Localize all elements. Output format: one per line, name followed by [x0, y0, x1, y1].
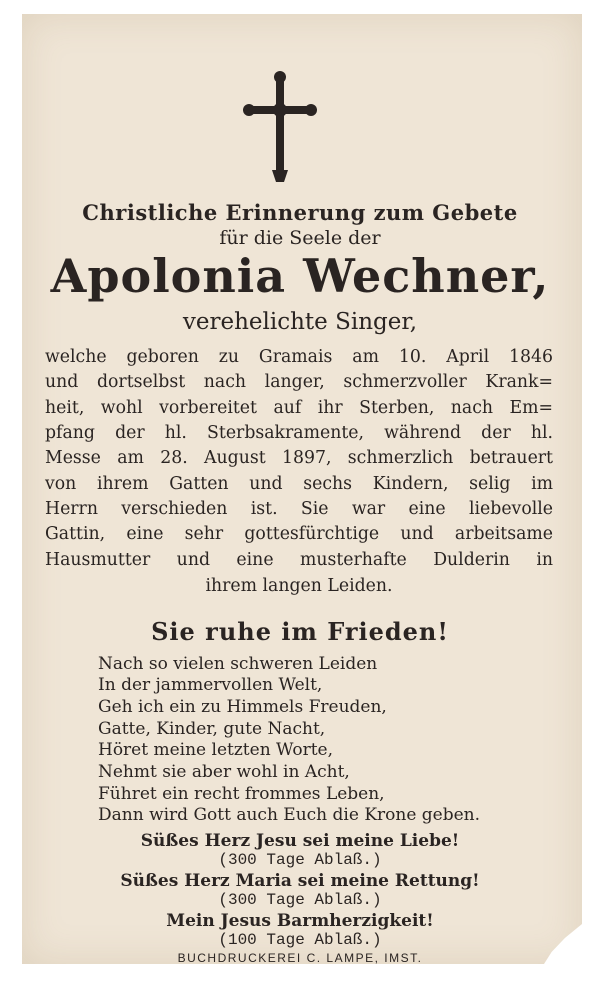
poem-line: Höret meine letzten Worte, — [98, 740, 334, 760]
indulgence-line: (300 Tage Ablaß.) — [218, 851, 382, 869]
body-line: pfang der hl. Sterbsakramente, während der hl. — [45, 423, 553, 443]
printer-imprint: BUCHDRUCKEREI C. LAMPE, IMST. — [177, 951, 423, 965]
motto: Sie ruhe im Frieden! — [151, 617, 449, 646]
poem-line: Gatte, Kinder, gute Nacht, — [98, 719, 326, 739]
married-name: verehelichte Singer, — [182, 309, 418, 335]
body-line: Gattin, eine sehr gottesfürchtige und arbeitsame — [45, 524, 553, 544]
body-line: ihrem langen Leiden. — [205, 576, 393, 596]
body-line: Herrn verschieden ist. Sie war eine liebevolle — [45, 499, 553, 519]
poem-line: Dann wird Gott auch Euch die Krone geben. — [98, 805, 481, 825]
body-line: Hausmutter und eine musterhafte Dulderin in — [45, 550, 553, 570]
cross-icon — [243, 70, 317, 185]
body-line: Messe am 28. August 1897, schmerzlich betrauert — [45, 448, 553, 468]
body-line: von ihrem Gatten und sechs Kindern, selig im — [45, 474, 553, 494]
poem-line: In der jammervollen Welt, — [98, 675, 323, 695]
deceased-name: Apolonia Wechner, — [50, 249, 550, 303]
poem-line: Nehmt sie aber wohl in Acht, — [98, 762, 350, 782]
indulgence-line: (300 Tage Ablaß.) — [218, 891, 382, 909]
poem-line: Führet ein recht frommes Leben, — [98, 784, 385, 804]
prayer-line: Mein Jesus Barmherzigkeit! — [166, 911, 434, 931]
prayer-line: Süßes Herz Jesu sei meine Liebe! — [140, 831, 460, 851]
poem-line: Nach so vielen schweren Leiden — [98, 654, 378, 674]
indulgence-line: (100 Tage Ablaß.) — [218, 931, 382, 949]
heading: Christliche Erinnerung zum Gebete — [82, 200, 518, 225]
body-line: und dortselbst nach langer, schmerzvoller Krank= — [45, 372, 553, 392]
body-line: heit, wohl vorbereitet auf ihr Sterben, nach Em= — [45, 398, 553, 418]
poem-line: Geh ich ein zu Himmels Freuden, — [98, 697, 387, 717]
prayer-line: Süßes Herz Maria sei meine Rettung! — [120, 871, 480, 891]
body-line: welche geboren zu Gramais am 10. April 1846 — [45, 347, 553, 367]
subheading: für die Seele der — [219, 227, 381, 249]
